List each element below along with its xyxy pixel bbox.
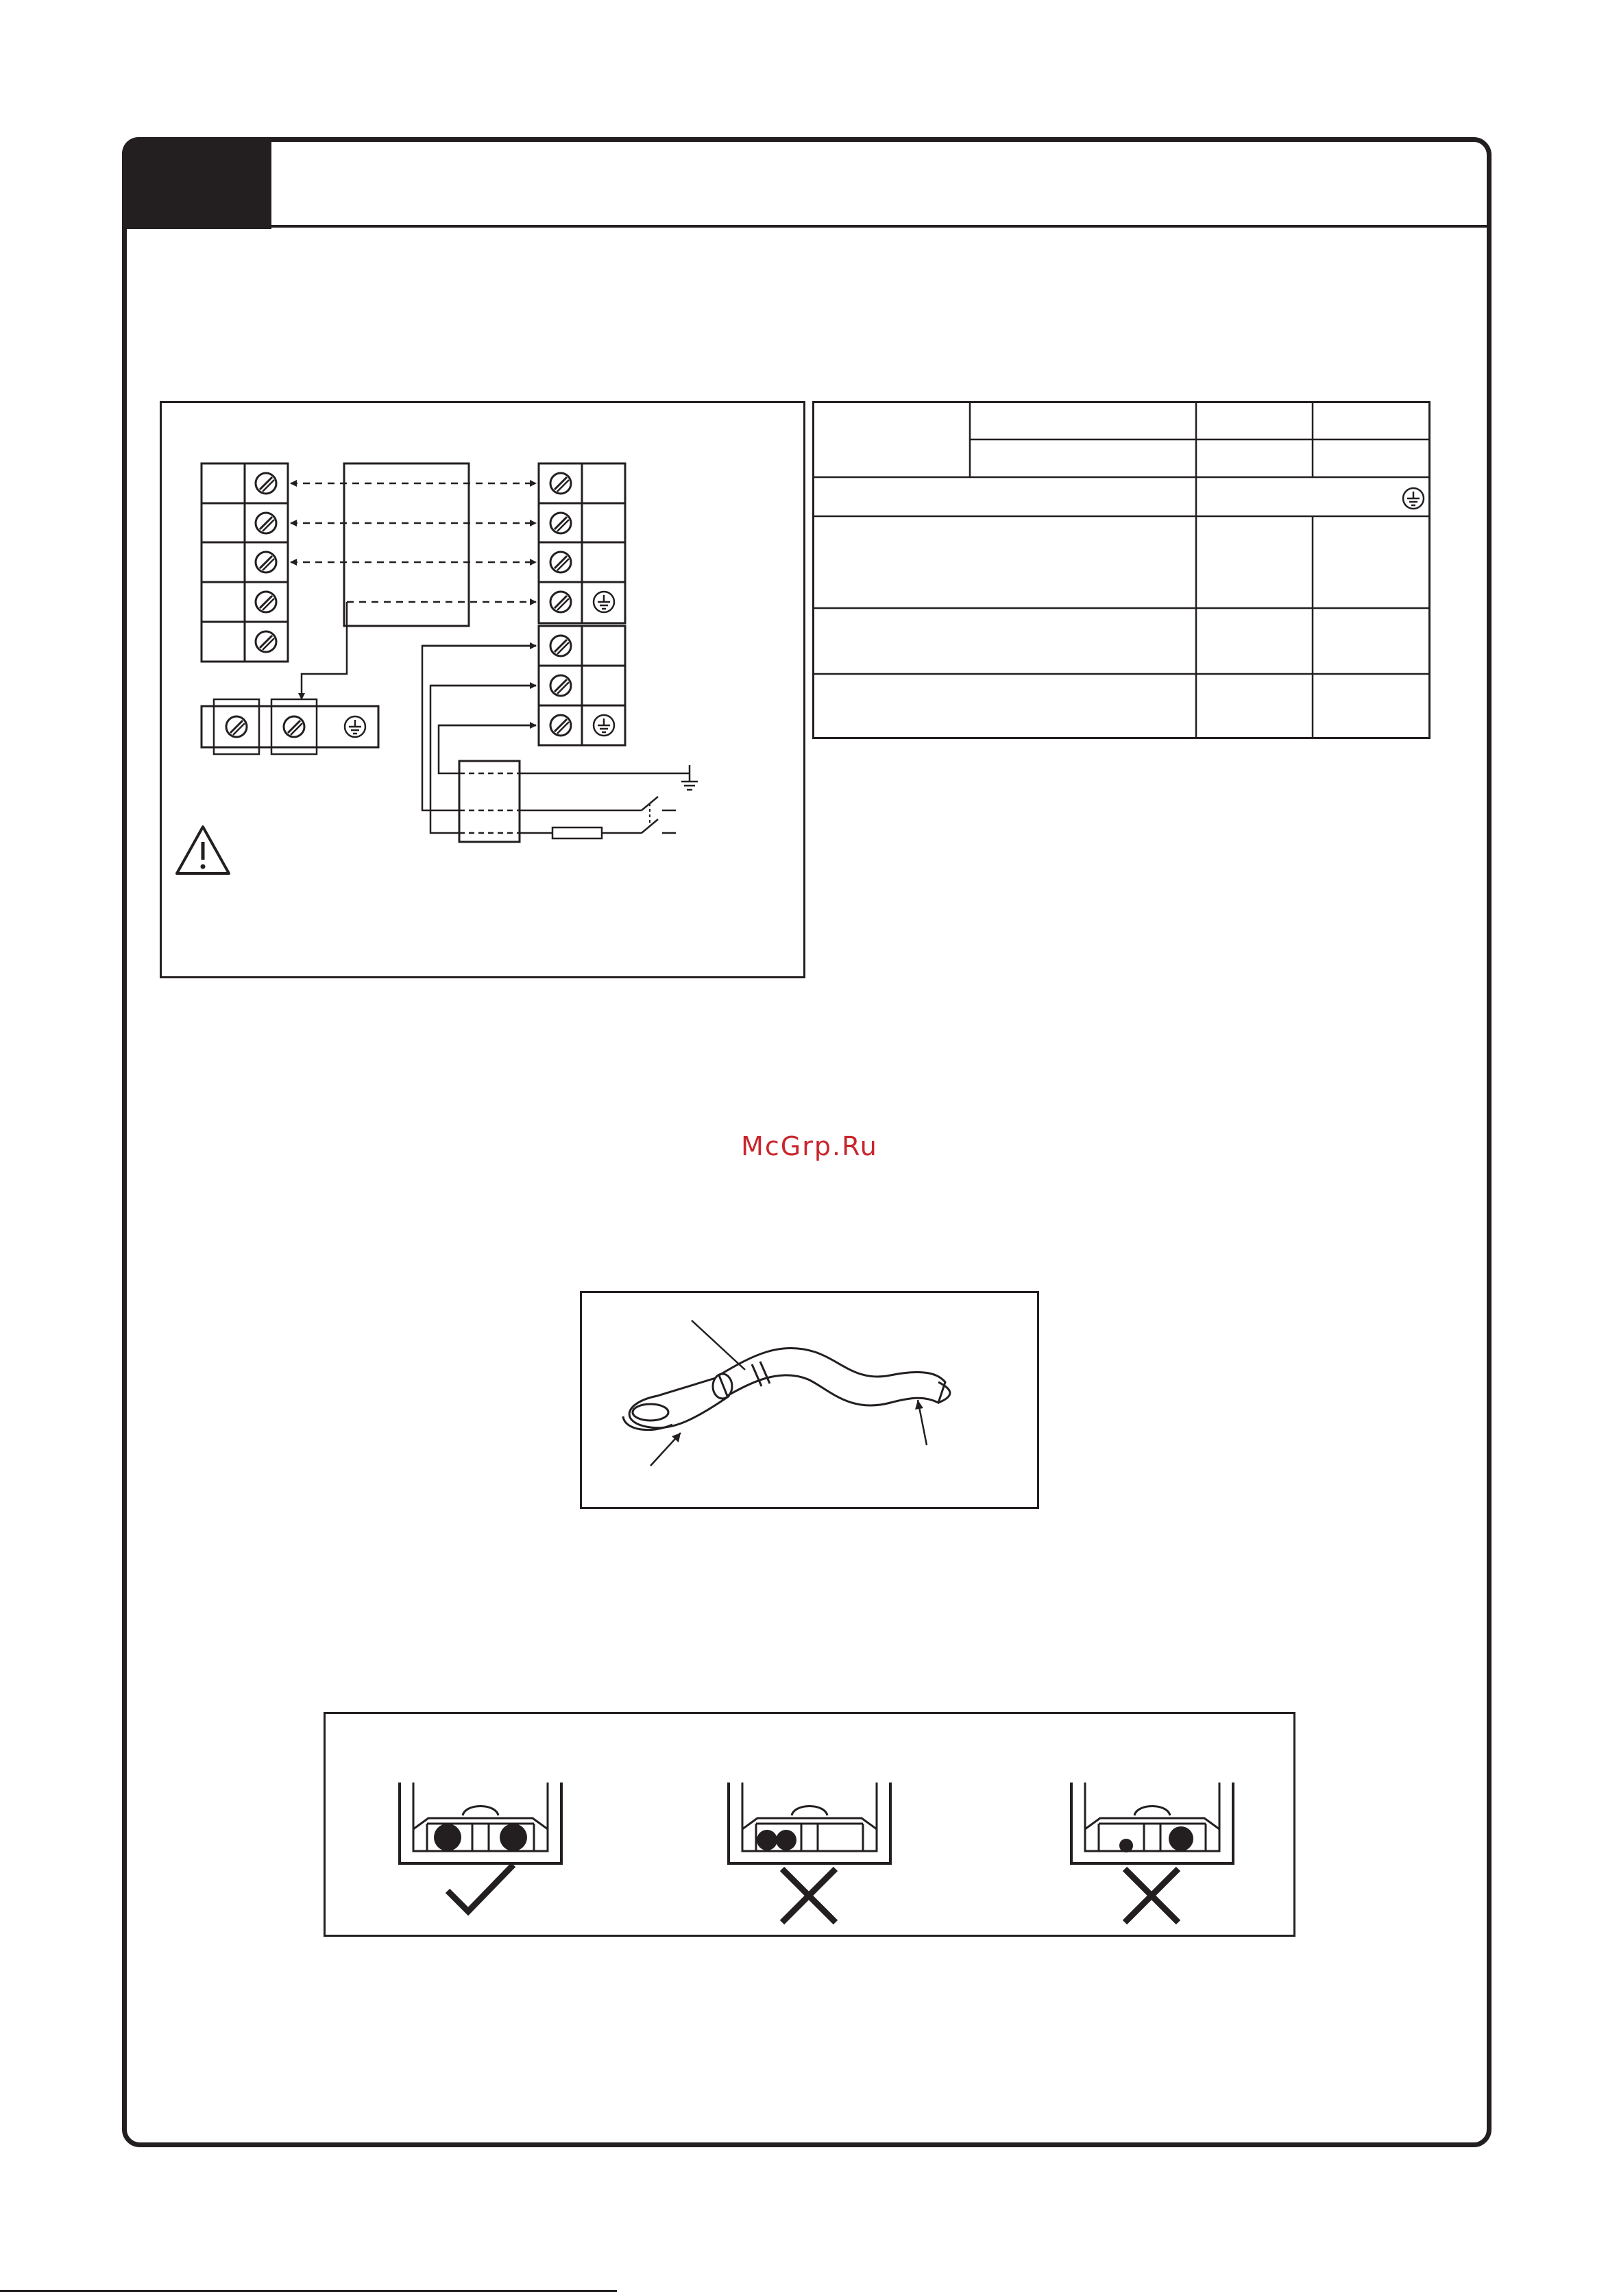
warning-triangle-icon: [177, 827, 229, 873]
terminal-screw-icon: [550, 513, 571, 533]
ground-earth-icon: [345, 716, 365, 737]
wiring-diagram-svg: [162, 403, 803, 976]
cable: [719, 1348, 950, 1405]
connection-wrong-unequal: [1071, 1783, 1233, 1922]
wiring-diagram: [160, 401, 805, 978]
terminal-screw-icon: [550, 675, 571, 696]
check-mark-icon: [448, 1865, 513, 1911]
terminal-screw-icon: [550, 473, 571, 494]
footer-rule: [0, 2290, 617, 2292]
terminal-screw-icon: [550, 592, 571, 612]
right-upper-terminal-block: [539, 463, 625, 623]
connecting-cable: [291, 463, 536, 699]
right-lower-terminal-block: [539, 626, 625, 745]
ring-terminal-figure: [580, 1291, 1039, 1509]
cross-mark-icon: [1125, 1869, 1178, 1922]
terminal-screw-icon: [226, 716, 247, 737]
connection-wrong-same-side: [729, 1783, 890, 1922]
left-terminal-block: [202, 463, 288, 662]
ground-earth-icon: [681, 765, 698, 790]
watermark: McGrp.Ru: [741, 1131, 878, 1161]
connection-examples-svg: [326, 1714, 1293, 1935]
terminal-screw-icon: [256, 631, 276, 652]
spec-table-grid: [812, 401, 1431, 739]
connection-correct: [400, 1783, 561, 1911]
terminal-screw-icon: [550, 715, 571, 736]
ring-terminal-svg: [582, 1293, 1037, 1507]
terminal-screw-icon: [284, 716, 304, 737]
spec-table: [812, 401, 1431, 739]
terminal-screw-icon: [256, 473, 276, 494]
connection-examples: [324, 1712, 1295, 1937]
ground-earth-icon: [594, 715, 614, 736]
terminal-screw-icon: [256, 513, 276, 533]
sleeve-leader: [692, 1320, 745, 1370]
terminal-screw-icon: [550, 636, 571, 656]
header-rule: [271, 225, 1492, 228]
fuse: [552, 827, 602, 838]
ground-earth-icon: [594, 592, 614, 612]
terminal-screw-icon: [256, 552, 276, 572]
bottom-terminal-block: [202, 699, 378, 754]
terminal-screw-icon: [256, 592, 276, 612]
cross-mark-icon: [782, 1869, 836, 1922]
terminal-screw-icon: [550, 552, 571, 572]
section-tab: [122, 137, 271, 229]
ground-earth-icon: [1403, 488, 1424, 509]
